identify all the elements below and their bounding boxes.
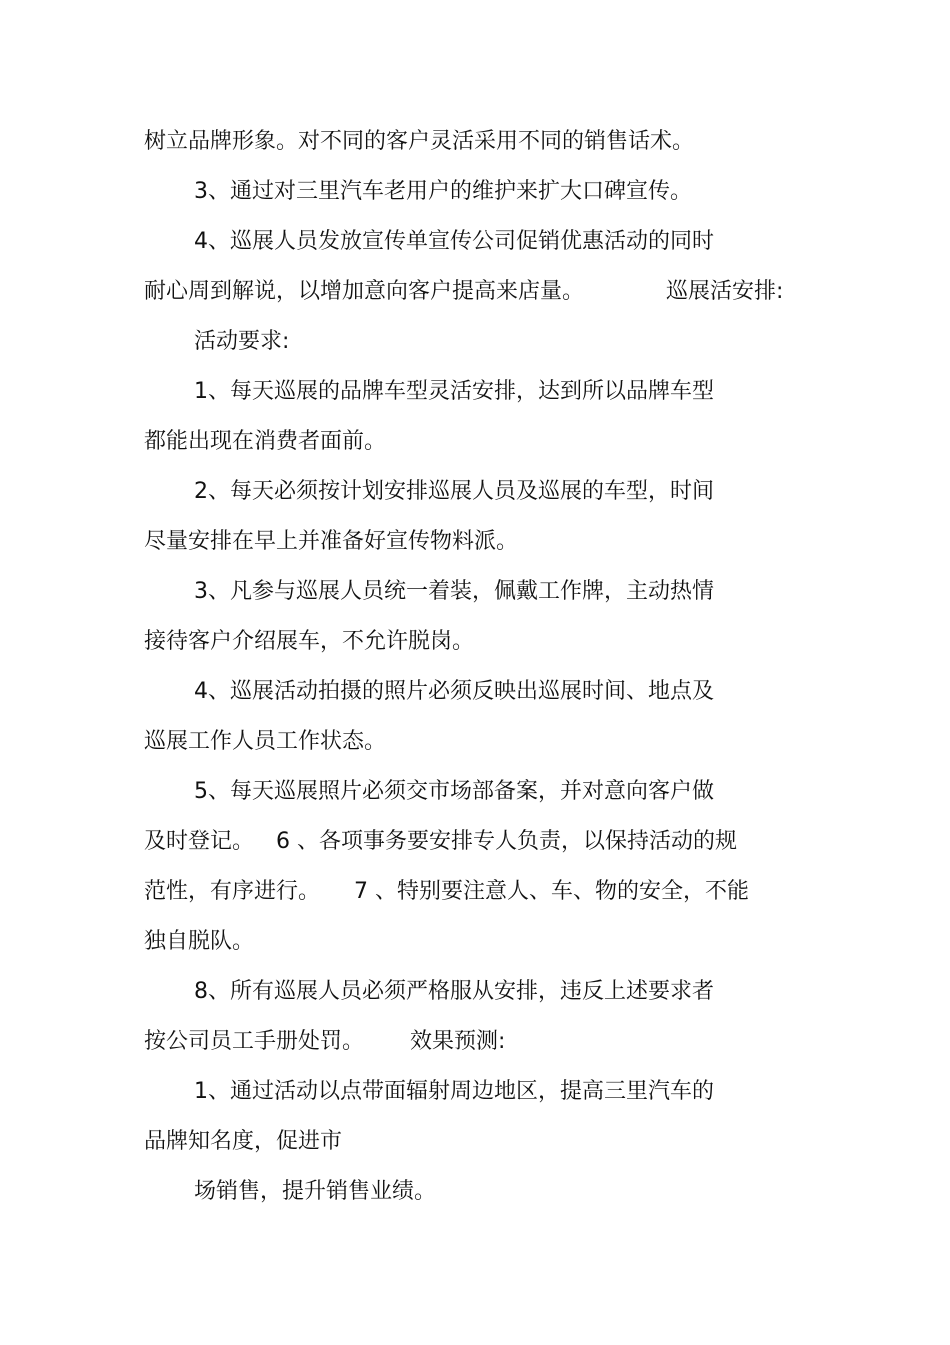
text-line-16: 及时登记。: [144, 829, 255, 854]
text-line-14: 巡展工作人员工作状态。: [144, 729, 387, 754]
section-heading-effect-forecast: 效果预测:: [410, 1029, 506, 1054]
text-line-2: 3、通过对三里汽车老用户的维护来扩大口碑宣传。: [194, 179, 692, 204]
text-line-7: 1、每天巡展的品牌车型灵活安排，达到所以品牌车型: [194, 379, 714, 404]
text-line-26: 场销售，提升销售业绩。: [194, 1179, 437, 1204]
text-line-17: 6 、各项事务要安排专人负责，以保持活动的规: [276, 829, 737, 854]
text-line-9: 2、每天必须按计划安排巡展人员及巡展的车型，时间: [194, 479, 714, 504]
text-line-24: 1、通过活动以点带面辐射周边地区，提高三里汽车的: [194, 1079, 714, 1104]
text-line-20: 独自脱队。: [144, 929, 255, 954]
text-line-19: 7 、特别要注意人、车、物的安全，不能: [354, 879, 749, 904]
text-line-8: 都能出现在消费者面前。: [144, 429, 387, 454]
text-line-11: 3、凡参与巡展人员统一着装，佩戴工作牌，主动热情: [194, 579, 714, 604]
text-line-18: 范性，有序进行。: [144, 879, 321, 904]
text-line-15: 5、每天巡展照片必须交市场部备案，并对意向客户做: [194, 779, 714, 804]
text-line-21: 8、所有巡展人员必须严格服从安排，违反上述要求者: [194, 979, 714, 1004]
text-line-22: 按公司员工手册处罚。: [144, 1029, 365, 1054]
text-line-4: 耐心周到解说，以增加意向客户提高来店量。: [144, 279, 585, 304]
section-heading-schedule: 巡展活安排:: [666, 279, 784, 304]
text-line-1: 树立品牌形象。对不同的客户灵活采用不同的销售话术。: [144, 129, 695, 154]
text-line-13: 4、巡展活动拍摄的照片必须反映出巡展时间、地点及: [194, 679, 714, 704]
section-heading-requirements: 活动要求:: [194, 329, 290, 354]
text-line-10: 尽量安排在早上并准备好宣传物料派。: [144, 529, 519, 554]
text-line-25: 品牌知名度，促进市: [144, 1129, 343, 1154]
text-line-12: 接待客户介绍展车，不允许脱岗。: [144, 629, 475, 654]
text-line-3: 4、巡展人员发放宣传单宣传公司促销优惠活动的同时: [194, 229, 714, 254]
